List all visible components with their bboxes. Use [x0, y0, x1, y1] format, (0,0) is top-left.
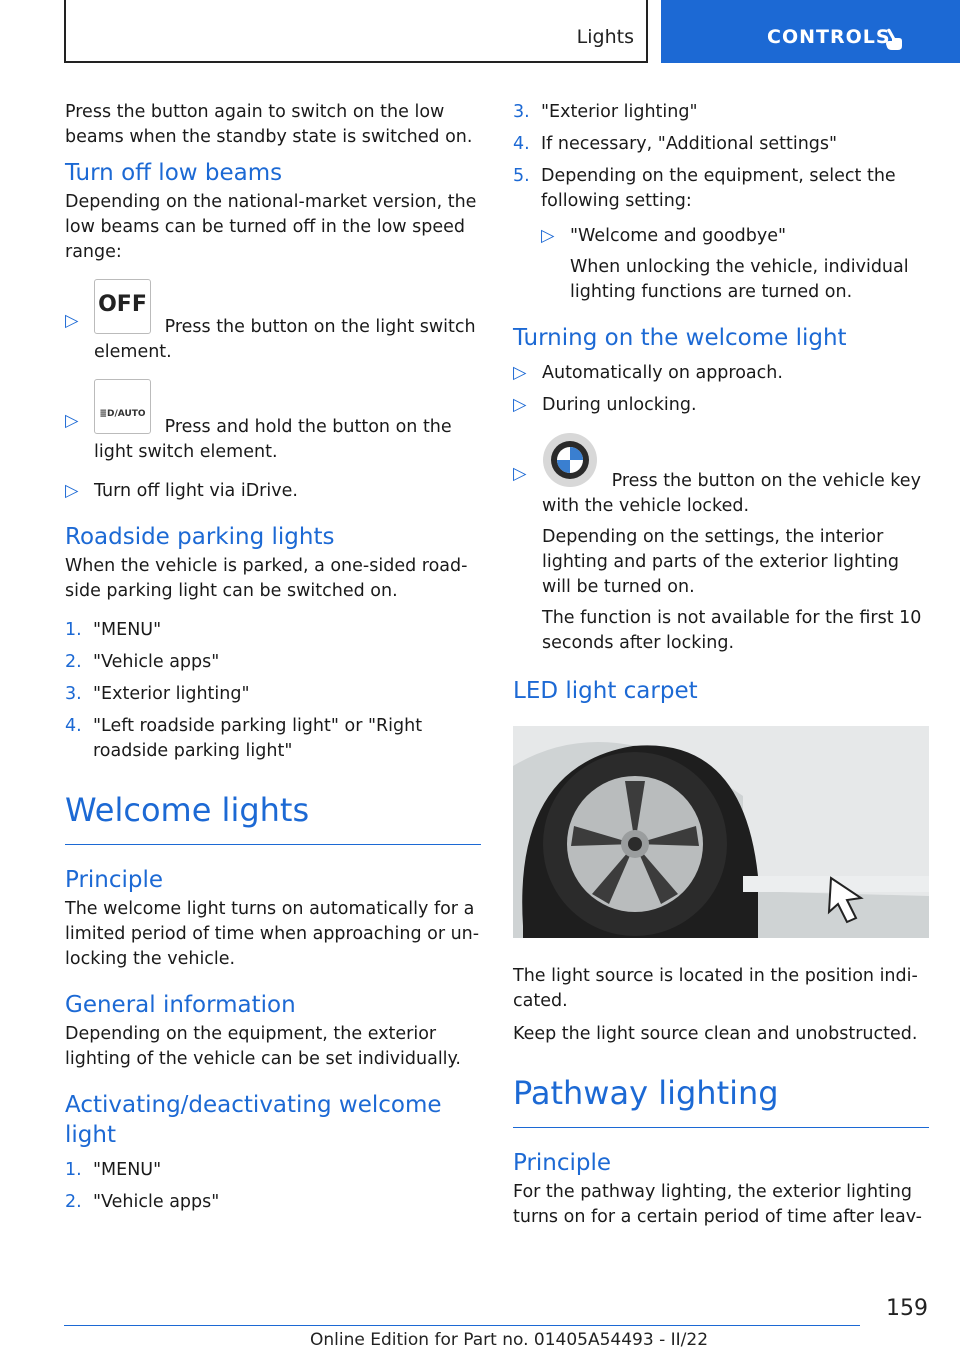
- pointing-hand-icon: [883, 28, 905, 52]
- list-item: [65, 479, 481, 504]
- list-item: [65, 682, 481, 707]
- list-item: [513, 132, 929, 157]
- running-header-box: [64, 0, 648, 63]
- list-item: [513, 361, 929, 386]
- led-paragraph-2: Keep the light source clean and unobstructed.: [513, 1024, 918, 1044]
- left-column: [65, 100, 481, 1222]
- number-marker: 3.: [65, 684, 82, 704]
- number-marker: 2.: [65, 1192, 82, 1212]
- list-text: Press the button on the vehicle key with the vehicle locked.: [542, 471, 921, 516]
- low-beam-auto-button-icon: ≣D/AUTO: [94, 379, 151, 434]
- list-item: [513, 393, 929, 418]
- number-marker: 5.: [513, 166, 530, 186]
- number-marker: 1.: [65, 1160, 82, 1180]
- page-number: 159: [886, 1296, 928, 1321]
- heading-principle: Principle: [65, 867, 164, 893]
- chapter-title: CONTROLS: [767, 26, 891, 48]
- heading-general-information: General information: [65, 992, 296, 1018]
- bullet-marker: ▷: [65, 481, 79, 501]
- footer-rule: [64, 1325, 860, 1326]
- led-paragraph-1: The light source is located in the position indi-cated.: [513, 966, 918, 1011]
- list-item: [65, 379, 481, 465]
- general-paragraph: Depending on the equipment, the exterior lighting of the vehicle can be set individually.: [65, 1024, 461, 1069]
- list-item: [65, 1190, 481, 1215]
- list-text: Press and hold the button on the light switch element.: [94, 417, 452, 462]
- number-marker: 3.: [513, 102, 530, 122]
- chapter-tab[interactable]: [661, 0, 960, 63]
- list-text: "Vehicle apps": [93, 1192, 220, 1212]
- bullet-marker: ▷: [541, 226, 555, 246]
- footer-edition: Online Edition for Part no. 01405A54493 - II/22: [310, 1330, 709, 1350]
- principle-paragraph: The welcome light turns on automatically for a limited period of time when approaching or un-locking the vehicle.: [65, 899, 480, 969]
- list-text: "MENU": [93, 1160, 162, 1180]
- heading-pathway-lighting: Pathway lighting: [513, 1073, 929, 1128]
- bullet-marker: ▷: [513, 395, 527, 415]
- intro-paragraph: Press the button again to switch on the low beams when the standby state is switched on.: [65, 102, 473, 147]
- bullet-marker: ▷: [65, 411, 79, 431]
- bmw-key-button-icon: [542, 432, 598, 488]
- list-text: "Welcome and goodbye": [570, 226, 787, 246]
- heading-roadside-parking-lights: Roadside parking lights: [65, 524, 335, 550]
- heading-activating-welcome-light: Activating/deactivating welcome light: [65, 1092, 442, 1148]
- list-continuation: When unlocking the vehicle, individual lighting functions are turned on.: [570, 257, 909, 302]
- bullet-marker: ▷: [65, 311, 79, 331]
- wheel-illustration: [513, 726, 929, 938]
- list-item: [65, 1158, 481, 1183]
- list-text: Turn off light via iDrive.: [94, 481, 298, 501]
- turnoff-paragraph: Depending on the national-market version, the low beams can be turned off in the low speed range:: [65, 192, 477, 262]
- list-item: [513, 164, 929, 214]
- number-marker: 4.: [513, 134, 530, 154]
- list-text: "MENU": [93, 620, 162, 640]
- heading-turning-on-welcome-light: Turning on the welcome light: [513, 325, 847, 351]
- list-text: "Vehicle apps": [93, 652, 220, 672]
- list-text: "Exterior lighting": [93, 684, 250, 704]
- list-text: Depending on the equipment, select the following setting:: [541, 166, 896, 211]
- list-text: During unlocking.: [542, 395, 697, 415]
- list-text: "Left roadside parking light" or "Right roadside parking light": [93, 716, 423, 761]
- bullet-marker: ▷: [513, 363, 527, 383]
- list-continuation: Depending on the settings, the interior lighting and parts of the exterior lighting will be turned on.: [542, 527, 899, 597]
- list-item: [65, 279, 481, 365]
- heading-turn-off-low-beams: Turn off low beams: [65, 160, 283, 186]
- number-marker: 4.: [65, 716, 82, 736]
- number-marker: 2.: [65, 652, 82, 672]
- list-item: [65, 618, 481, 643]
- list-text: "Exterior lighting": [541, 102, 698, 122]
- section-title: Lights: [576, 26, 634, 48]
- list-item: [65, 714, 481, 764]
- heading-principle-pathway: Principle: [513, 1150, 612, 1176]
- list-text: If necessary, "Additional settings": [541, 134, 838, 154]
- off-button-icon: OFF: [94, 279, 151, 334]
- list-item: [513, 432, 929, 656]
- list-text: Press the button on the light switch element.: [94, 317, 476, 362]
- pathway-paragraph: For the pathway lighting, the exterior lighting turns on for a certain period of time after leav-: [513, 1182, 922, 1227]
- heading-led-light-carpet: LED light carpet: [513, 678, 698, 704]
- list-text: Automatically on approach.: [542, 363, 783, 383]
- list-continuation: The function is not available for the first 10 seconds after locking.: [542, 608, 922, 653]
- bullet-marker: ▷: [513, 464, 527, 484]
- list-item: [65, 650, 481, 675]
- number-marker: 1.: [65, 620, 82, 640]
- heading-welcome-lights: Welcome lights: [65, 790, 481, 845]
- roadside-paragraph: When the vehicle is parked, a one-sided road-side parking light can be switched on.: [65, 556, 468, 601]
- list-item: [513, 100, 929, 125]
- sub-list-item: [541, 224, 929, 305]
- right-column: [513, 100, 929, 1238]
